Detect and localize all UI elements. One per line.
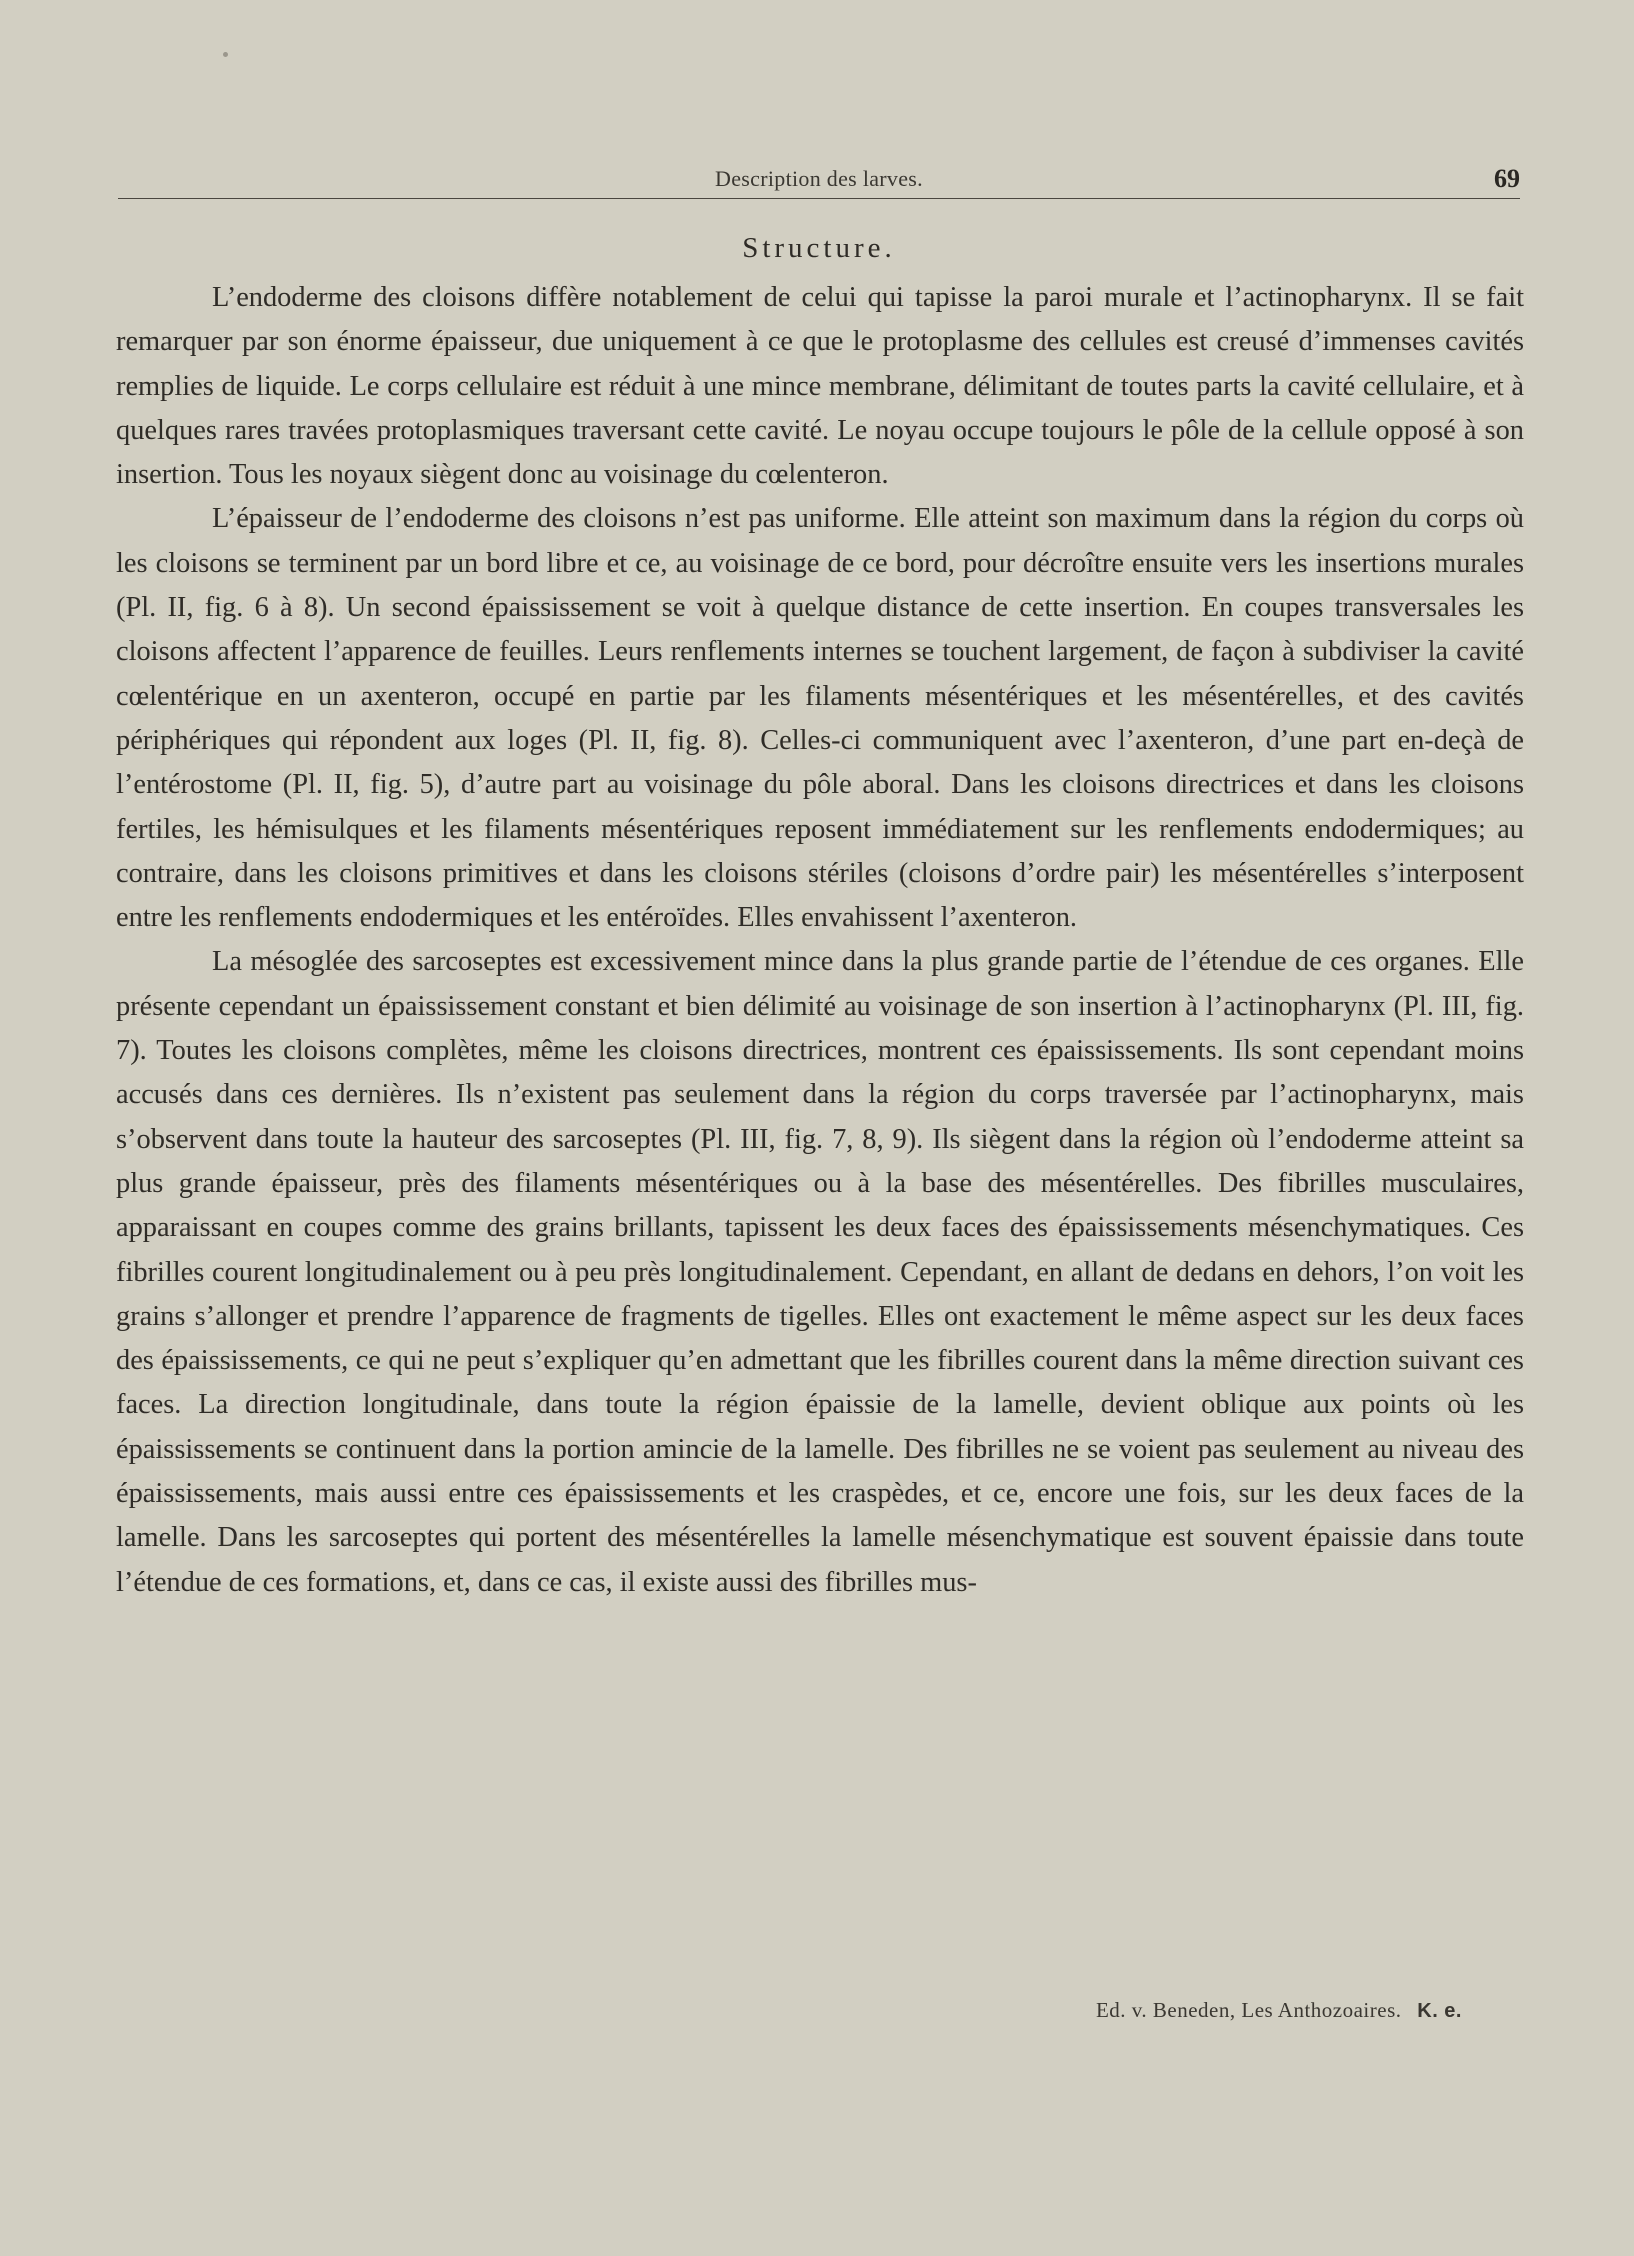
paragraph-1: L’endoderme des cloisons diffère notablement de celui qui tapisse la paroi murale et l’actinopharynx. Il se fait remarquer par son énorme épaisseur, due uniquement à ce que le protoplasme des cellules est creusé d’immenses cavités remplies de liquide. Le corps cellulaire est réduit à une mince membrane, délimitant de toutes parts la cavité cellulaire, et à quelques rares travées protoplasmiques traversant cette cavité. Le noyau occupe toujours le pôle de la cellule opposé à son insertion. Tous les noyaux siègent donc au voisinage du cœlenteron. [116, 282, 1524, 491]
running-header [118, 166, 1520, 198]
paragraph-2: L’épaisseur de l’endoderme des cloisons n’est pas uniforme. Elle atteint son maximum dans la région du corps où les cloisons se terminent par un bord libre et ce, au voisinage de ce bord, pour décroître ensuite vers les insertions murales (Pl. II, fig. 6 à 8). Un second épaississement se voit à quelque distance de cette insertion. En coupes transversales les cloisons affectent l’apparence de feuilles. Leurs renflements internes se touchent largement, de façon à subdiviser la cavité cœlentérique en un axenteron, occupé en partie par les filaments mésentériques et les mésentérelles, et des cavités périphériques qui répondent aux loges (Pl. II, fig. 8). Celles-ci communiquent avec l’axenteron, d’une part en-deçà de l’entérostome (Pl. II, fig. 5), d’autre part au voisinage du pôle aboral. Dans les cloisons directrices et dans les cloisons fertiles, les hémisulques et les filaments mésentériques reposent immédiatement sur les renflements endodermiques; au contraire, dans les cloisons primitives et dans les cloisons stériles (cloisons d’ordre pair) les mésentérelles s’interposent entre les renflements endodermiques et les entéroïdes. Elles envahissent l’axenteron. [116, 503, 1524, 934]
paragraph-3: La mésoglée des sarcoseptes est excessivement mince dans la plus grande partie de l’étendue de ces organes. Elle présente cependant un épaississement constant et bien délimité au voisinage de son insertion à l’actinopharynx (Pl. III, fig. 7). Toutes les cloisons complètes, même les cloisons directrices, montrent ces épaississements. Ils sont cependant moins accusés dans ces dernières. Ils n’existent pas seulement dans la région du corps traversée par l’actinopharynx, mais s’observent dans toute la hauteur des sarcoseptes (Pl. III, fig. 7, 8, 9). Ils siègent dans la région où l’endoderme atteint sa plus grande épaisseur, près des filaments mésentériques ou à la base des mésentérelles. Des fibrilles musculaires, apparaissant en coupes comme des grains brillants, tapissent les deux faces des épaississements mésenchymatiques. Ces fibrilles courent longitudinalement ou à peu près longitudinalement. Cependant, en allant de dedans en dehors, l’on voit les grains s’allonger et prendre l’apparence de fragments de tigelles. Elles ont exactement le même aspect sur les deux faces des épaississements, ce qui ne peut s’expliquer qu’en admettant que les fibrilles courent dans la même direction suivant ces faces. La direction longitudinale, dans toute la région épaissie de la lamelle, devient oblique aux points où les épaississements se continuent dans la portion amincie de la lamelle. Des fibrilles ne se voient pas seulement au niveau des épaississements, mais aussi entre ces épaississements et les craspèdes, et ce, encore une fois, sur les deux faces de la lamelle. Dans les sarcoseptes qui portent des mésentérelles la lamelle mésenchymatique est souvent épaissie dans toute l’étendue de ces formations, et, dans ce cas, il existe aussi des fibrilles mus- [116, 946, 1524, 1598]
section-title: Structure. [742, 232, 896, 264]
page-number: 69 [1494, 164, 1520, 193]
running-title: Description des larves. [715, 166, 923, 191]
citation-text: Ed. v. Beneden, Les Anthozoaires. [1095, 1998, 1402, 2022]
header-rule [118, 198, 1520, 199]
body-text [116, 276, 1524, 1605]
paper-speck [223, 52, 228, 57]
footer-citation [1096, 1998, 1462, 2023]
signature-mark: K. e. [1417, 2000, 1462, 2022]
